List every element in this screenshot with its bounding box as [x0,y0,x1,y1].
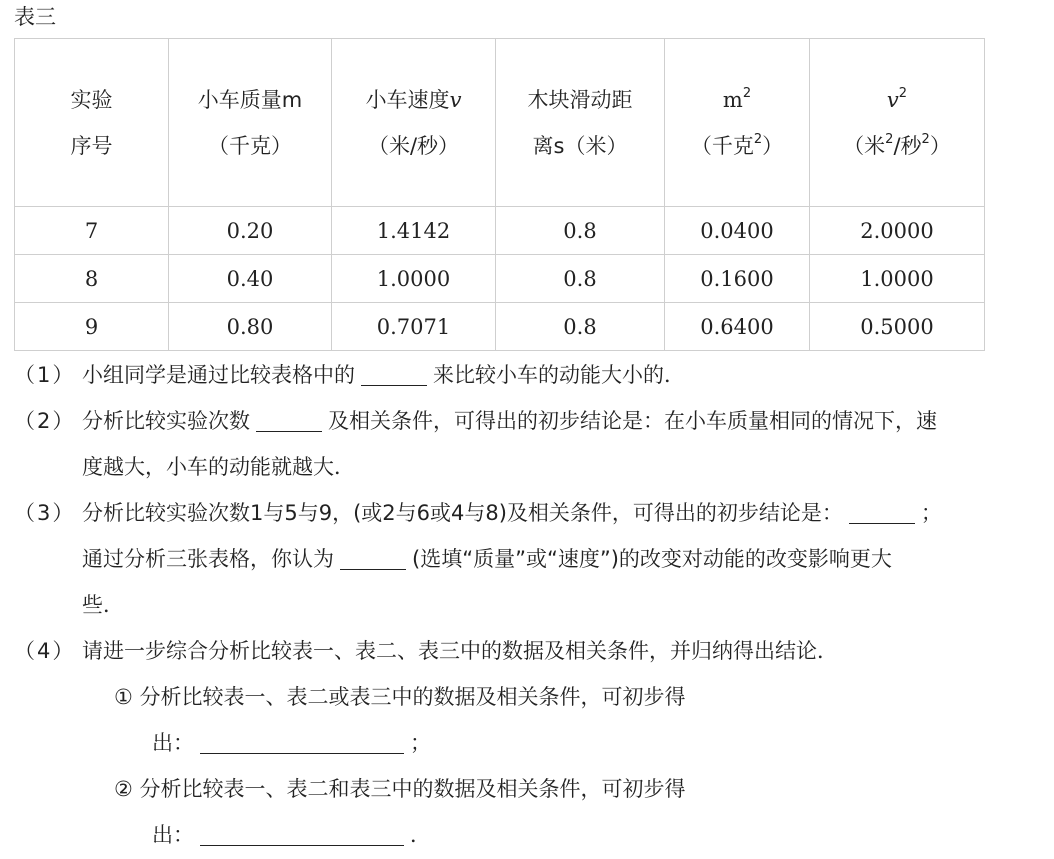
question-3: （3） 分析比较实验次数1与5与9，(或2与6或4与8)及相关条件，可得出的初步结论是： ； [14,490,942,536]
answer-blank[interactable] [200,821,404,846]
cell-mass: 0.20 [169,207,332,255]
cell-mass-squared: 0.0400 [665,207,810,255]
table-row [15,303,985,351]
cell-mass-squared: 0.6400 [665,303,810,351]
answer-blank[interactable] [200,729,404,754]
question-number: （2） [14,409,76,433]
cell-trial: 9 [15,303,169,351]
subquestion-1: ① 分析比较表一、表二或表三中的数据及相关条件，可初步得 [114,685,686,709]
answer-blank[interactable] [849,499,915,524]
header-speed-squared: $v^2$ （米$^2$/秒$^2$） [810,39,985,207]
header-mass-squared: $m^2$ （千克$^2$） [665,39,810,207]
question-1: （1） 小组同学是通过比较表格中的 来比较小车的动能大小的． [14,352,685,398]
header-cart-mass: 小车质量m （千克） [169,39,332,207]
question-2: （2） 分析比较实验次数 及相关条件，可得出的初步结论是：在小车质量相同的情况下，速 [14,398,937,444]
cell-distance: 0.8 [496,303,665,351]
answer-blank[interactable] [256,407,322,432]
question-number: （3） [14,501,76,525]
subquestion-2: ② 分析比较表一、表二和表三中的数据及相关条件，可初步得 [114,777,686,801]
table-row [15,255,985,303]
cell-mass: 0.40 [169,255,332,303]
answer-blank[interactable] [361,361,427,386]
cell-mass-squared: 0.1600 [665,255,810,303]
cell-speed: 1.0000 [332,255,496,303]
subquestion-2-answer-line: 出： ． [152,823,431,847]
header-slide-distance: 木块滑动距 离s（米） [496,39,665,207]
data-table [14,38,985,351]
table-header-row [15,39,985,207]
question-2-continuation: 度越大，小车的动能就越大． [82,455,355,479]
header-cart-speed: 小车速度v （米/秒） [332,39,496,207]
cell-trial: 8 [15,255,169,303]
cell-speed: 0.7071 [332,303,496,351]
cell-distance: 0.8 [496,255,665,303]
cell-distance: 0.8 [496,207,665,255]
question-number: （1） [14,363,76,387]
cell-speed-squared: 0.5000 [810,303,985,351]
cell-mass: 0.80 [169,303,332,351]
question-3-line-2: 通过分析三张表格，你认为 (选填“质量”或“速度”)的改变对动能的改变影响更大 [82,547,892,571]
cell-speed-squared: 1.0000 [810,255,985,303]
cell-speed-squared: 2.0000 [810,207,985,255]
subquestion-1-answer-line: 出： ； [152,731,431,755]
question-4: （4） 请进一步综合分析比较表一、表二、表三中的数据及相关条件，并归纳得出结论． [14,628,838,674]
cell-trial: 7 [15,207,169,255]
table-row [15,207,985,255]
answer-blank[interactable] [340,545,406,570]
header-trial-number: 实验 序号 [15,39,169,207]
table-title: 表三 [14,5,56,29]
question-3-line-3: 些． [82,593,124,617]
question-number: （4） [14,639,76,663]
cell-speed: 1.4142 [332,207,496,255]
